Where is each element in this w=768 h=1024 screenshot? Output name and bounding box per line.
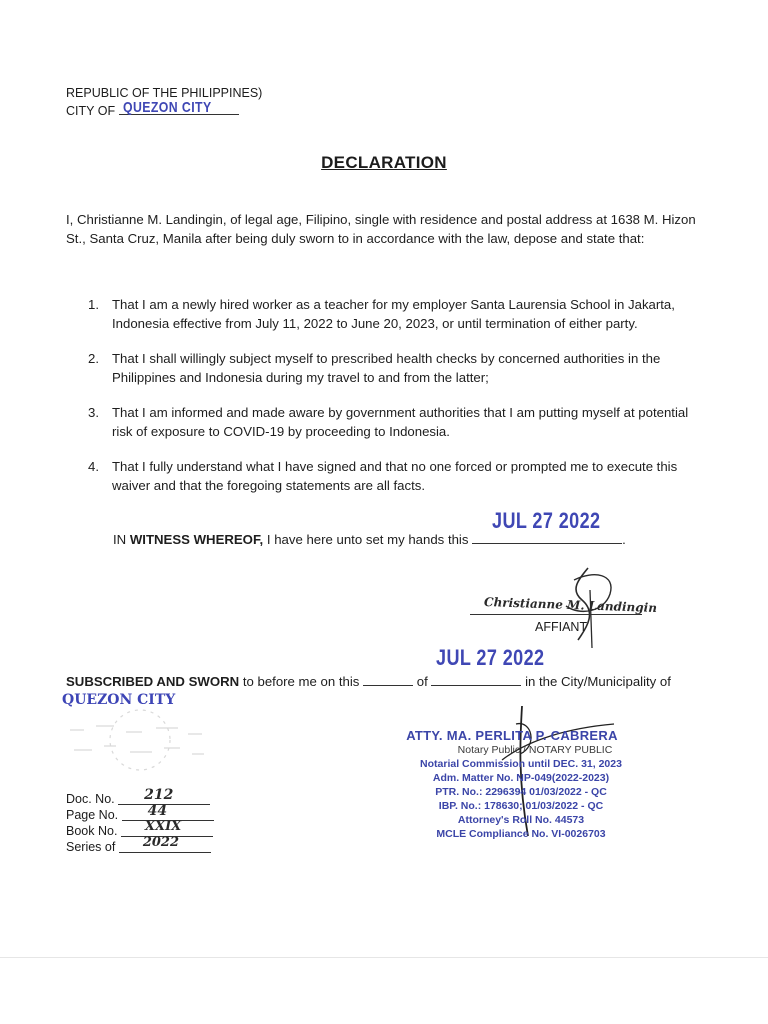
- series-value: 2022: [142, 835, 180, 850]
- book-no-label: Book No.: [66, 824, 118, 838]
- affiant-signature-line: [470, 614, 642, 615]
- book-no-value: XXIX: [144, 819, 182, 834]
- affiant-signature-text: Christianne M. Landingin: [483, 594, 658, 616]
- republic-line: REPUBLIC OF THE PHILIPPINES): [66, 86, 263, 100]
- subscribed-city-stamp: QUEZON CITY: [62, 692, 176, 708]
- witness-date-stamp: JUL 27 2022: [492, 508, 601, 533]
- item-number: 2.: [88, 351, 99, 366]
- day-blank: [363, 673, 413, 686]
- item-text: That I fully understand what I have signed and that no one forced or prompted me to execute this waiver and that the foregoing statements are all facts.: [112, 459, 678, 493]
- city-line: [66, 99, 239, 120]
- page-edge-line: [0, 957, 768, 958]
- item-text: That I shall willingly subject myself to prescribed health checks by concerned authorities in the Philippines and Indonesia during my travel to and from the latter;: [112, 351, 661, 385]
- notary-adm-matter: Adm. Matter No. NP-049(2022-2023): [432, 772, 610, 784]
- notary-commission: Notarial Commission until DEC. 31, 2023: [420, 758, 622, 770]
- series-label: Series of: [66, 840, 116, 854]
- witness-line: [113, 530, 626, 549]
- notary-ptr: PTR. No.: 2296394 01/03/2022 - QC: [435, 786, 607, 798]
- embossed-seal: [60, 700, 220, 780]
- city-blank: [119, 99, 239, 116]
- page-no-label: Page No.: [66, 808, 119, 822]
- item-number: 4.: [88, 459, 99, 474]
- subscribed-bold: SUBSCRIBED AND SWORN: [66, 674, 240, 689]
- subscribed-text-3: in the City/Municipality of: [525, 674, 671, 689]
- city-stamp: QUEZON CITY: [122, 99, 212, 116]
- notary-mcle: MCLE Compliance No. VI-0026703: [436, 828, 606, 840]
- witness-bold: WITNESS WHEREOF,: [129, 532, 264, 547]
- notary-roll: Attorney's Roll No. 44573: [457, 814, 585, 826]
- item-number: 3.: [88, 405, 99, 420]
- month-blank: [431, 673, 521, 686]
- witness-suffix: I have here unto set my hands this: [263, 532, 469, 547]
- witness-date-blank: [472, 531, 622, 544]
- subscribed-text-1: to before me on this: [239, 674, 360, 689]
- subscribed-text-2: of: [416, 674, 428, 689]
- item-text: That I am a newly hired worker as a teacher for my employer Santa Laurensia School in Jakarta, Indonesia effective from July 11, 2022 to June 20, 2023, or until termination of either party.: [112, 297, 675, 331]
- notary-ibp: IBP. No.: 178630; 01/03/2022 - QC: [438, 800, 604, 812]
- subscribed-date-stamp: JUL 27 2022: [436, 645, 545, 670]
- item-text: That I am informed and made aware by government authorities that I am putting myself at potential risk of exposure to COVID-19 by proceeding to Indonesia.: [112, 405, 689, 439]
- notary-title: Notary Public / NOTARY PUBLIC: [457, 744, 613, 756]
- witness-prefix: IN: [113, 532, 130, 547]
- page-title: DECLARATION: [321, 153, 447, 172]
- doc-no-value: 212: [144, 787, 174, 803]
- doc-no-label: Doc. No.: [66, 792, 115, 806]
- witness-end: .: [622, 532, 626, 547]
- series-row: [66, 835, 211, 856]
- item-number: 1.: [88, 297, 99, 312]
- affiant-label: AFFIANT: [535, 620, 588, 634]
- page-no-value: 44: [147, 803, 168, 819]
- notary-name: ATTY. MA. PERLITA P. CABRERA: [406, 728, 618, 743]
- series-blank: [119, 835, 211, 853]
- intro-paragraph: I, Christianne M. Landingin, of legal age, Filipino, single with residence and postal address at 1638 M. Hizon St., Santa Cruz, Manila after being duly sworn to in accordance with the law, depose and state that:: [66, 212, 696, 246]
- subscribed-line: [66, 672, 726, 691]
- city-prefix: CITY OF: [66, 104, 116, 118]
